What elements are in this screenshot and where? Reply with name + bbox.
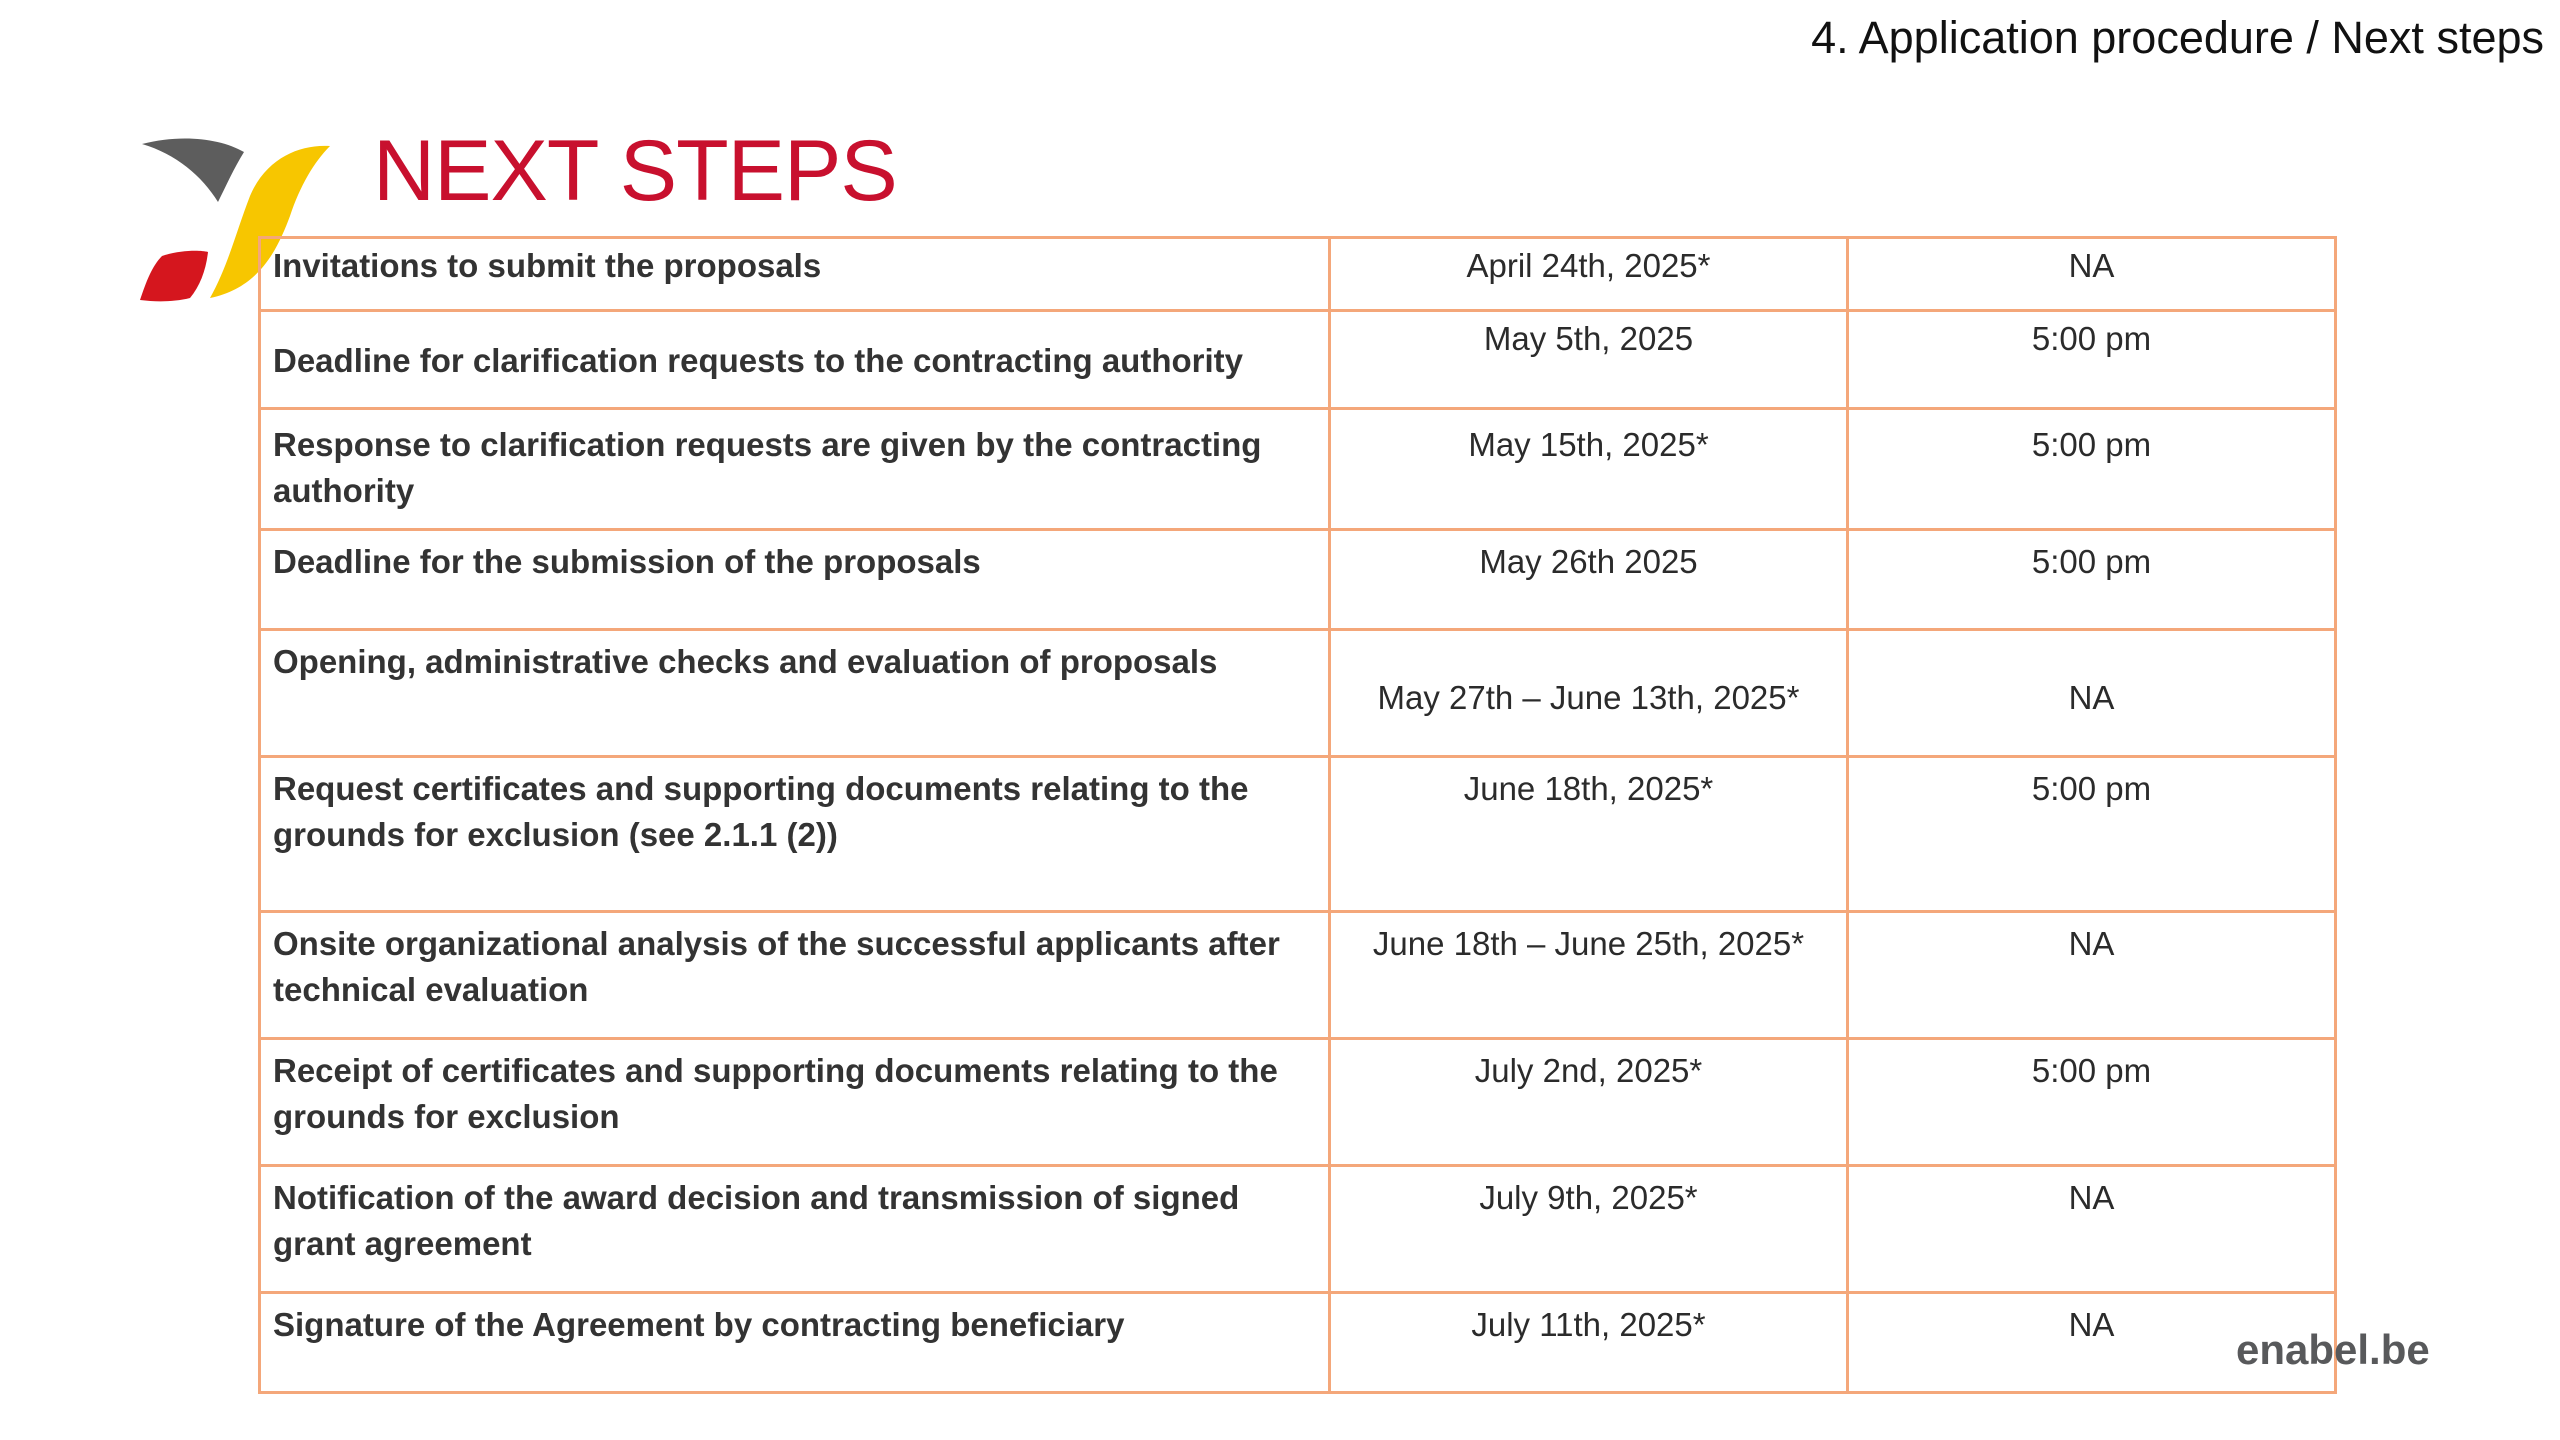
date-cell: June 18th, 2025* xyxy=(1330,757,1848,912)
step-cell: Invitations to submit the proposals xyxy=(260,238,1330,311)
time-cell: NA xyxy=(1848,1166,2336,1293)
date-cell: May 27th – June 13th, 2025* xyxy=(1330,630,1848,757)
step-cell: Opening, administrative checks and evaluation of proposals xyxy=(260,630,1330,757)
time-cell: NA xyxy=(1848,1293,2336,1393)
step-cell: Deadline for the submission of the proposals xyxy=(260,530,1330,630)
step-cell: Receipt of certificates and supporting documents relating to the grounds for exclusion xyxy=(260,1039,1330,1166)
table-row xyxy=(260,1039,2336,1166)
time-cell: 5:00 pm xyxy=(1848,530,2336,630)
enabel-brand-logo: enabel.be xyxy=(2236,1326,2430,1373)
time-cell: NA xyxy=(1848,630,2336,757)
time-cell: NA xyxy=(1848,912,2336,1039)
date-cell: April 24th, 2025* xyxy=(1330,238,1848,311)
step-cell: Onsite organizational analysis of the successful applicants after technical evaluation xyxy=(260,912,1330,1039)
date-cell: June 18th – June 25th, 2025* xyxy=(1330,912,1848,1039)
page-title: NEXT STEPS xyxy=(373,123,897,219)
step-cell: Request certificates and supporting documents relating to the grounds for exclusion (see 2.1.1 (2)) xyxy=(260,757,1330,912)
table-row xyxy=(260,912,2336,1039)
next-steps-table-body xyxy=(260,238,2336,1393)
date-cell: July 9th, 2025* xyxy=(1330,1166,1848,1293)
next-steps-table xyxy=(258,236,2337,1394)
table-row xyxy=(260,757,2336,912)
table-row xyxy=(260,530,2336,630)
table-row xyxy=(260,238,2336,311)
step-cell: Deadline for clarification requests to the contracting authority xyxy=(260,311,1330,409)
time-cell: 5:00 pm xyxy=(1848,311,2336,409)
table-row xyxy=(260,311,2336,409)
logo-grey-wing xyxy=(142,138,244,202)
table-row xyxy=(260,1293,2336,1393)
step-cell: Response to clarification requests are given by the contracting authority xyxy=(260,409,1330,530)
table-row xyxy=(260,630,2336,757)
step-cell: Signature of the Agreement by contracting beneficiary xyxy=(260,1293,1330,1393)
time-cell: 5:00 pm xyxy=(1848,1039,2336,1166)
step-cell: Notification of the award decision and transmission of signed grant agreement xyxy=(260,1166,1330,1293)
date-cell: July 2nd, 2025* xyxy=(1330,1039,1848,1166)
date-cell: May 26th 2025 xyxy=(1330,530,1848,630)
logo-red-wing xyxy=(140,251,208,302)
date-cell: May 5th, 2025 xyxy=(1330,311,1848,409)
date-cell: May 15th, 2025* xyxy=(1330,409,1848,530)
table-row xyxy=(260,409,2336,530)
time-cell: 5:00 pm xyxy=(1848,757,2336,912)
time-cell: 5:00 pm xyxy=(1848,409,2336,530)
table-row xyxy=(260,1166,2336,1293)
breadcrumb: 4. Application procedure / Next steps xyxy=(1811,12,2544,63)
time-cell: NA xyxy=(1848,238,2336,311)
date-cell: July 11th, 2025* xyxy=(1330,1293,1848,1393)
